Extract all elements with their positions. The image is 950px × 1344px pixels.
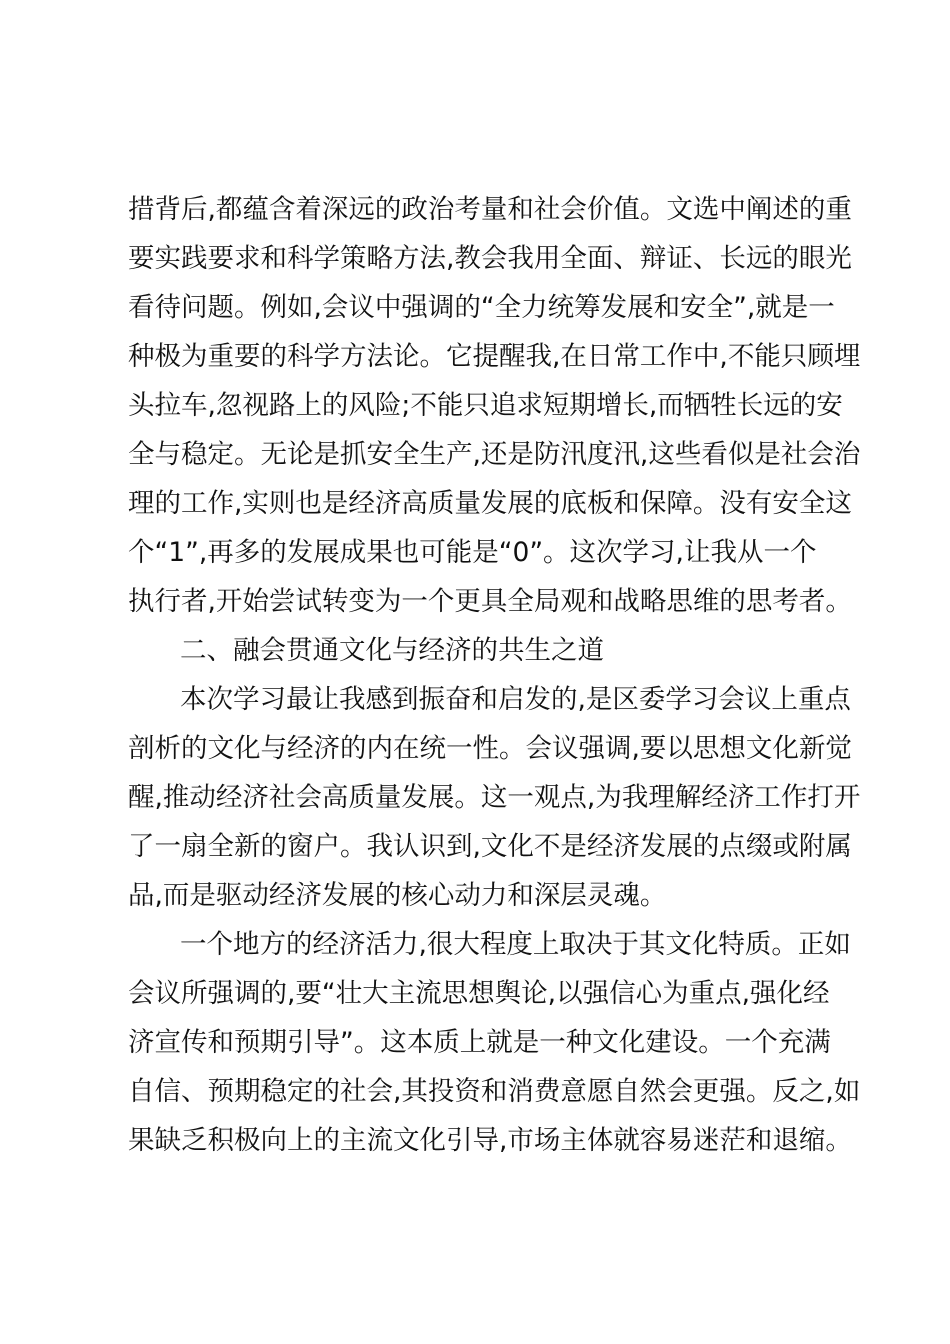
text-line: 一个地方的经济活力,很大程度上取决于其文化特质。正如 (180, 929, 851, 960)
text-line: 个“1”,再多的发展成果也可能是“0”。这次学习,让我从一个 (128, 537, 817, 568)
text-line: 果缺乏积极向上的主流文化引导,市场主体就容易迷茫和退缩。 (128, 1125, 852, 1156)
text-line: 措背后,都蕴含着深远的政治考量和社会价值。文选中阐述的重 (128, 194, 852, 225)
text-line: 自信、预期稳定的社会,其投资和消费意愿自然会更强。反之,如 (128, 1076, 861, 1107)
text-line: 执行者,开始尝试转变为一个更具全局观和战略思维的思考者。 (128, 586, 852, 617)
text-line: 品,而是驱动经济发展的核心动力和深层灵魂。 (128, 880, 667, 911)
text-line: 本次学习最让我感到振奋和启发的,是区委学习会议上重点 (180, 684, 851, 715)
section-heading: 二、融会贯通文化与经济的共生之道 (180, 635, 604, 666)
text-line: 剖析的文化与经济的内在统一性。会议强调,要以思想文化新觉 (128, 733, 852, 764)
text-line: 醒,推动经济社会高质量发展。这一观点,为我理解经济工作打开 (128, 782, 861, 813)
text-line: 会议所强调的,要“壮大主流思想舆论,以强信心为重点,强化经 (128, 978, 830, 1009)
text-line: 了一扇全新的窗户。我认识到,文化不是经济发展的点缀或附属 (128, 831, 852, 862)
text-line: 理的工作,实则也是经济高质量发展的底板和保障。没有安全这 (128, 488, 852, 519)
text-line: 全与稳定。无论是抓安全生产,还是防汛度汛,这些看似是社会治 (128, 439, 861, 470)
text-line: 种极为重要的科学方法论。它提醒我,在日常工作中,不能只顾埋 (128, 341, 861, 372)
text-line: 济宣传和预期引导”。这本质上就是一种文化建设。一个充满 (128, 1027, 831, 1058)
text-line: 看待问题。例如,会议中强调的“全力统筹发展和安全”,就是一 (128, 292, 835, 323)
body-text (128, 185, 861, 1165)
text-line: 头拉车,忽视路上的风险;不能只追求短期增长,而牺牲长远的安 (128, 390, 843, 421)
text-line: 要实践要求和科学策略方法,教会我用全面、辩证、长远的眼光 (128, 243, 852, 274)
